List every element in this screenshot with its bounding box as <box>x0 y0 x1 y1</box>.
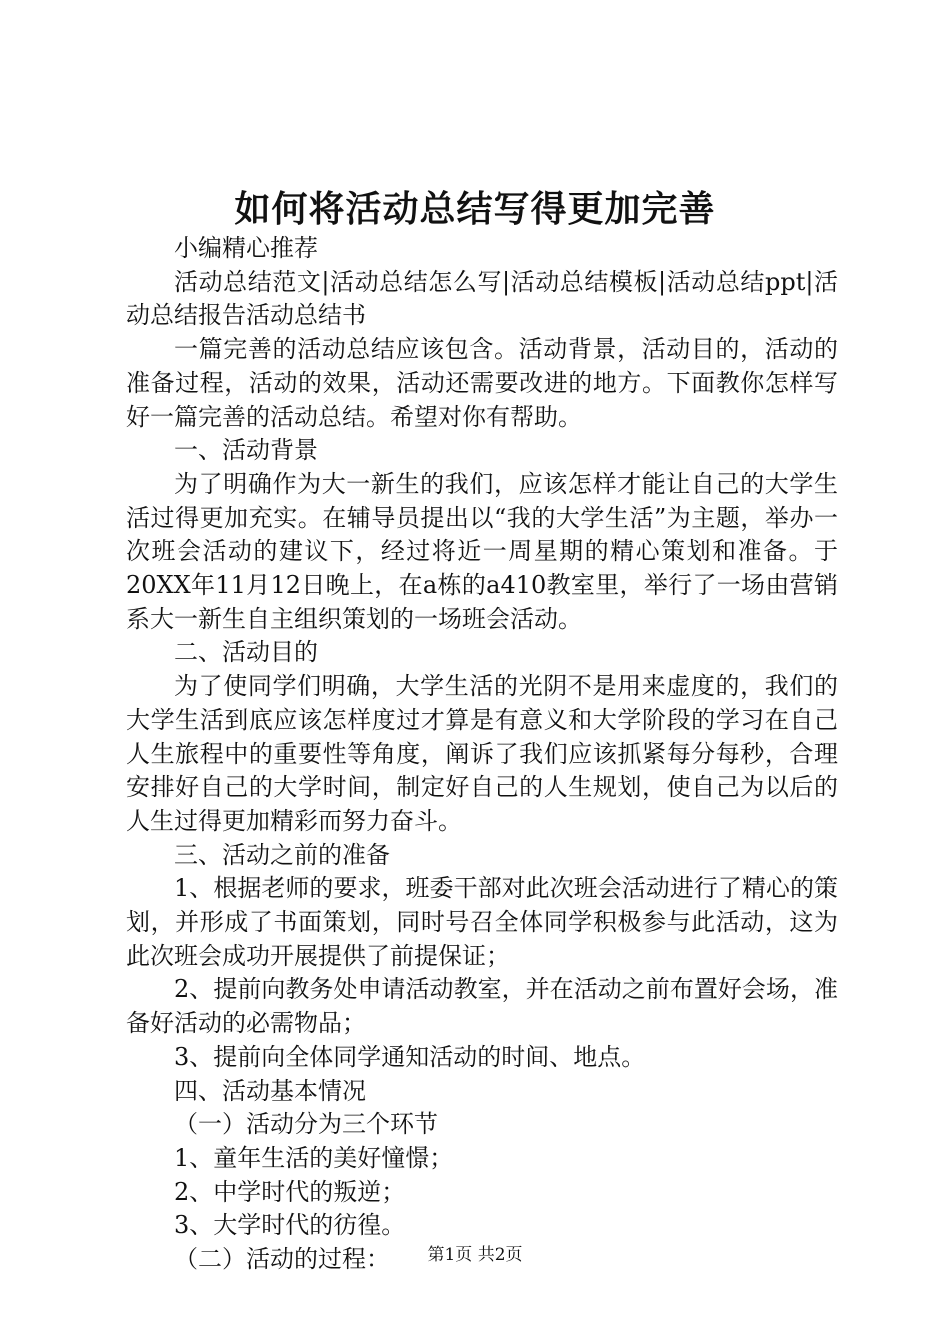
heading-preparation: 三、活动之前的准备 <box>174 840 390 869</box>
paragraph-purpose: 为了使同学们明确，大学生活的光阴不是用来虚度的，我们的大学生活到底应该怎样度过才算是有意义和大学阶段的学习在自己人生旅程中的重要性等角度，阐诉了我们应该抓紧每分每秒，合理安排好自己的大学时间，制定好自己的人生规划，使自己为以后的人生过得更加精彩而努力奋斗。 <box>126 672 838 835</box>
list-item-part-1: 1、童年生活的美好憧憬； <box>174 1143 454 1172</box>
paragraph-background: 为了明确作为大一新生的我们，应该怎样才能让自己的大学生活过得更加充实。在辅导员提出以“我的大学生活”为主题，举办一次班会活动的建议下，经过将近一周星期的精心策划和准备。于20XX年11月12日晚上，在a栋的a410教室里，举行了一场由营销系大一新生自主组织策划的一场班会活动。 <box>126 469 838 633</box>
paragraph-intro: 一篇完善的活动总结应该包含。活动背景，活动目的，活动的准备过程，活动的效果，活动还需要改进的地方。下面教你怎样写好一篇完善的活动总结。希望对你有帮助。 <box>126 335 838 431</box>
heading-purpose: 二、活动目的 <box>174 638 318 667</box>
document-body <box>126 232 838 1277</box>
paragraph-preparation-2: 2、提前向教务处申请活动教室，并在活动之前布置好会场，准备好活动的必需物品； <box>126 975 838 1038</box>
heading-basic-info: 四、活动基本情况 <box>174 1076 366 1105</box>
page-footer: 第1页 共2页 <box>427 1245 523 1265</box>
list-item-part-2: 2、中学时代的叛逆； <box>174 1177 406 1206</box>
subheading-three-parts: （一）活动分为三个环节 <box>174 1110 438 1139</box>
subheading-process: （二）活动的过程： <box>174 1245 390 1274</box>
list-item-part-3: 3、大学时代的彷徨。 <box>174 1211 406 1240</box>
heading-background: 一、活动背景 <box>174 436 318 465</box>
paragraph-preparation-1: 1、根据老师的要求，班委干部对此次班会活动进行了精心的策划，并形成了书面策划，同时号召全体同学积极参与此活动，这为此次班会成功开展提供了前提保证； <box>126 874 838 970</box>
paragraph-related-links: 活动总结范文|活动总结怎么写|活动总结模板|活动总结ppt|活动总结报告活动总结书 <box>126 267 838 330</box>
paragraph-preparation-3: 3、提前向全体同学通知活动的时间、地点。 <box>174 1042 646 1071</box>
document-title: 如何将活动总结写得更加完善 <box>234 188 716 230</box>
paragraph-recommend: 小编精心推荐 <box>174 234 318 262</box>
